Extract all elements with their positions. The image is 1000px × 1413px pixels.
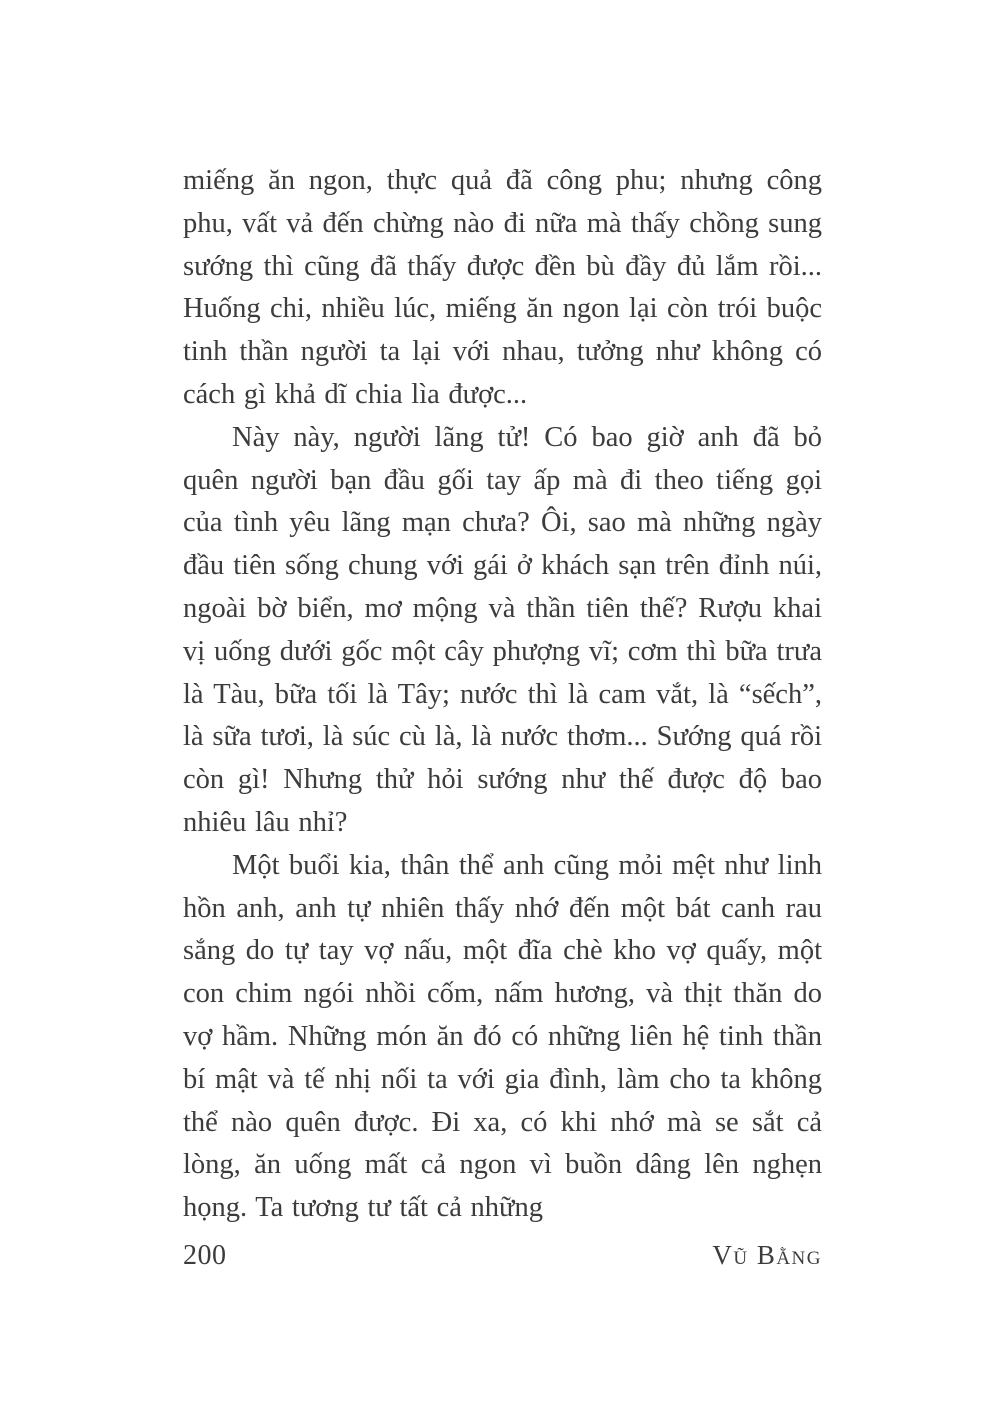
page-number: 200 — [183, 1240, 227, 1271]
page-footer — [183, 1240, 822, 1272]
author-name: Vũ Bằng — [712, 1240, 822, 1270]
paragraph-continued: miếng ăn ngon, thực quả đã công phu; nhưng công phu, vất vả đến chừng nào đi nữa mà thấy chồng sung sướng thì cũng đã thấy được đền bù đầy đủ lắm rồi... Huống chi, nhiều lúc, miếng ăn ngon lại còn trói buộc tinh thần người ta lại với nhau, tưởng như không có cách gì khả dĩ chia lìa được... — [183, 165, 822, 410]
paragraph: Một buổi kia, thân thể anh cũng mỏi mệt như linh hồn anh, anh tự nhiên thấy nhớ đến một bát canh rau sắng do tự tay vợ nấu, một đĩa chè kho vợ quấy, một con chim ngói nhồi cốm, nấm hương, và thịt thăn do vợ hầm. Những món ăn đó có những liên hệ tinh thần bí mật và tế nhị nối ta với gia đình, làm cho ta không thể nào quên được. Đi xa, có khi nhớ mà se sắt cả lòng, ăn uống mất cả ngon vì buồn dâng lên nghẹn họng. Ta tương tư tất cả những — [183, 849, 822, 1224]
paragraph: Này này, người lãng tử! Có bao giờ anh đã bỏ quên người bạn đầu gối tay ấp mà đi theo tiếng gọi của tình yêu lãng mạn chưa? Ôi, sao mà những ngày đầu tiên sống chung với gái ở khách sạn trên đỉnh núi, ngoài bờ biển, mơ mộng và thần tiên thế? Rượu khai vị uống dưới gốc một cây phượng vĩ; cơm thì bữa trưa là Tàu, bữa tối là Tây; nước thì là cam vắt, là “sếch”, là sữa tươi, là súc cù là, là nước thơm... Sướng quá rồi còn gì! Nhưng thử hỏi sướng như thế được độ bao nhiêu lâu nhỉ? — [183, 421, 822, 838]
body-text — [183, 160, 822, 1230]
